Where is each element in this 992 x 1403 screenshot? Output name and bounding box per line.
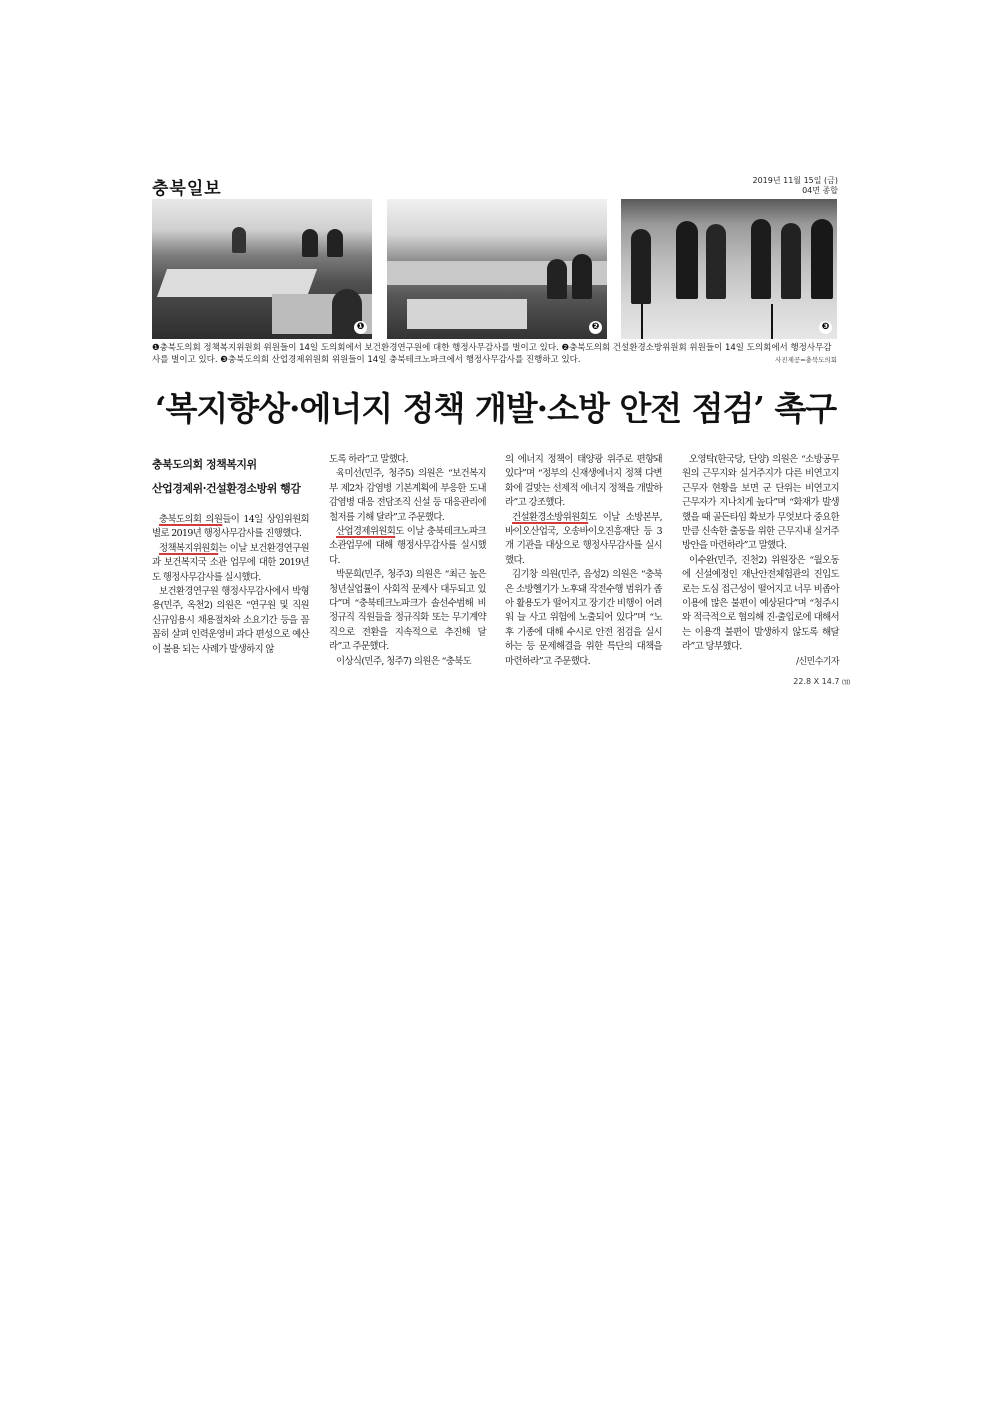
highlighted-term: 건설환경소방위원회 [512, 511, 589, 523]
person-shape [706, 224, 726, 299]
tripod-shape [641, 304, 643, 339]
headline: ‘복지향상·에너지 정책 개발·소방 안전 점검’ 촉구 [155, 389, 837, 428]
highlighted-term: 충북도의회 의원 [159, 514, 223, 525]
dateline [638, 176, 838, 196]
subheadline [152, 453, 309, 501]
paragraph [329, 525, 486, 568]
desk-shape [407, 299, 527, 329]
paragraph [152, 513, 309, 542]
page-section: 04면 종합 [802, 186, 838, 195]
photo-1 [152, 199, 372, 339]
highlighted-term: 정책복지위원회 [159, 542, 219, 554]
photo-row [152, 199, 837, 339]
person-shape [302, 229, 318, 257]
paragraph: 박문희(민주, 청주3) 의원은 “최근 높은 청년실업률이 사회적 문제사 대두되고 있다”며 “충북테크노파크가 솔선수범해 비정규직 직원들을 정규직화 또는 무기계약직으로 전환을 지속적으로 추진해 달라”고 주문했다. [329, 569, 486, 653]
subheadline-line-2: 산업경제위·건설환경소방위 행감 [152, 482, 301, 495]
article-column-4 [682, 453, 839, 669]
paragraph-text: 는 이날 보건환경연구원과 보건복지국 소관 업무에 대한 2019년도 행정사무감사를 실시했다. [152, 542, 309, 583]
paragraph-text: 도 이날 충북테크노파크 소관업무에 대해 행정사무감사를 실시했다. [329, 526, 486, 566]
paragraph: 오영탁(한국당, 단양) 의원은 “소방공무원의 근무지와 실거주지가 다른 비연고지 근무자 현황을 보면 군 단위는 비연고지 근무자가 지나치게 높다”며 “화재가 발생했을 때 골든타임 확보가 무엇보다 중요한 만큼 신속한 출동을 위한 근무지내 실거주 방안을 마련하라”고 말했다. [682, 454, 839, 552]
photo-number: ❸ [819, 321, 832, 334]
article-column-1 [152, 453, 309, 657]
byline: /신민수기자 [796, 656, 839, 667]
person-shape [751, 219, 771, 299]
paragraph: 도록 하라”고 말했다. [329, 454, 408, 465]
photo-2 [387, 199, 607, 339]
paragraph: 김기창 의원(민주, 음성2) 의원은 “충북은 소방헬기가 노후돼 작전수행 범위가 좁아 활용도가 떨어지고 장기간 비행이 어려워 늘 사고 위험에 노출되어 있다”며 “노후 기종에 대해 수시로 안전 점검을 실시하는 등 문제해결을 위한 특단의 대책을 마련하라”고 주문했다. [505, 569, 662, 667]
person-shape [547, 259, 567, 299]
photo-caption [152, 342, 837, 366]
subheadline-line-1: 충북도의회 정책복지위 [152, 458, 257, 471]
desk-shape [157, 269, 317, 297]
masthead: 충북일보 [152, 179, 222, 199]
photo-credit: 사진제공=충북도의회 [775, 356, 837, 364]
paragraph: 이수완(민주, 진천2) 위원장은 “월오동에 신설예정인 재난안전체험관의 진입도로는 도심 접근성이 떨어지고 너무 비좁아 이용에 많은 불편이 예상된다”며 “청주시와 적극적으로 협의해 진·출입로에 대해서는 이용객 불편이 발생하지 않도록 해달라”고 당부했다. [682, 554, 839, 653]
person-shape [781, 223, 801, 299]
paragraph: 보건환경연구원 행정사무감사에서 박형용(민주, 옥천2) 의원은 “연구원 및 직원 신규임용시 채용절차와 소요기간 등을 꼼꼼히 살펴 인력운영비 과다 편성으로 예산이 불용 되는 사례가 발생하지 않 [152, 586, 309, 655]
clip-size: 22.8 X 14.7 ㎝ [793, 677, 850, 686]
paragraph-text: 들이 14일 상임위원회별로 2019년 행정사무감사를 진행했다. [152, 514, 310, 540]
caption-text: ❶충북도의회 정책복지위원회 위원들이 14일 도의회에서 보건환경연구원에 대한 행정사무감사를 벌이고 있다. ❷충북도의회 건설환경소방위원회 위원들이 14일 도의회에서 행정사무감사를 벌이고 있다. ❸충북도의회 산업경제위원회 위원들이 14일 충북테크노파크에서 행정사무감사를 진행하고 있다. [152, 343, 832, 365]
article-column-2 [329, 453, 486, 669]
issue-date: 2019년 11월 15일 (금) [752, 176, 838, 185]
highlighted-term: 산업경제위원회 [336, 526, 396, 538]
person-shape [676, 221, 698, 299]
photo-number: ❶ [354, 321, 367, 334]
photo-3 [621, 199, 837, 339]
paragraph [505, 511, 662, 569]
person-shape [232, 227, 246, 253]
photo-number: ❷ [589, 321, 602, 334]
paragraph: 의 에너지 정책이 태양광 위주로 편향돼 있다”며 “정부의 신재생에너지 정책 다변화에 걸맞는 선제적 에너지 정책을 개발하라”고 강조했다. [505, 454, 662, 509]
paragraph-text: 도 이날 소방본부, 바이오산업국, 오송바이오진흥재단 등 3개 기관을 대상으로 행정사무감사를 실시했다. [505, 511, 662, 566]
tripod-shape [771, 304, 773, 339]
paragraph: 육미선(민주, 청주5) 의원은 “보건복지부 제2차 감염병 기본계획에 부응한 도내 감염병 대응 전담조직 신설 등 대응관리에 철저를 기해 달라”고 주문했다. [329, 468, 486, 523]
person-shape [327, 229, 343, 257]
article-column-3 [505, 453, 662, 669]
paragraph [152, 542, 309, 585]
person-shape [572, 254, 592, 299]
paragraph: 이상식(민주, 청주7) 의원은 “충북도 [336, 655, 472, 667]
person-shape [811, 219, 833, 299]
person-shape [631, 229, 651, 304]
